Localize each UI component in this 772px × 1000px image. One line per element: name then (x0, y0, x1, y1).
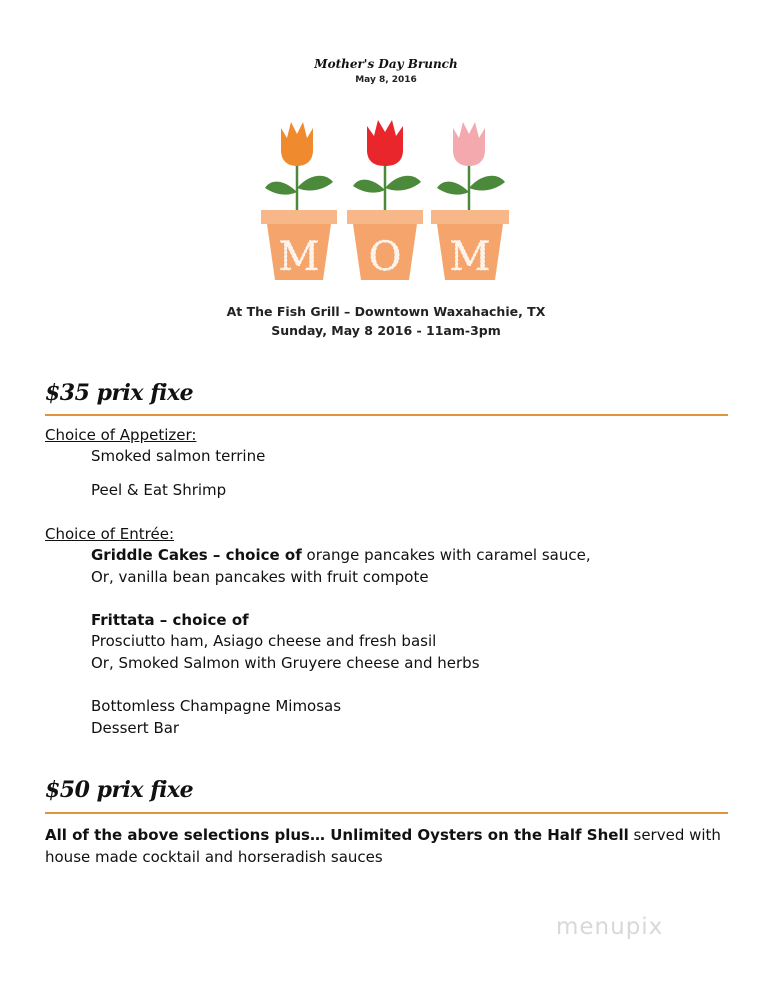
tulip-orange-icon (265, 122, 333, 210)
section-rule-1 (45, 414, 728, 416)
pot-letter-2: O (368, 234, 402, 280)
section-rule-2 (45, 812, 728, 814)
section2-description (45, 824, 735, 868)
page-date: May 8, 2016 (355, 75, 417, 85)
venue-line: At The Fish Grill – Downtown Waxahachie, TX (226, 304, 546, 319)
section-heading-50: $50 prix fixe (45, 777, 194, 803)
section2-rest: served with house made cocktail and horseradish sauces (45, 826, 721, 866)
extra-item: Bottomless Champagne Mimosas (91, 697, 342, 715)
entree-griddle-line1 (91, 546, 591, 564)
watermark-logo: menupix (556, 914, 664, 940)
entree-griddle-desc: orange pancakes with caramel sauce, (301, 546, 591, 564)
section-heading-35: $35 prix fixe (45, 380, 194, 406)
extra-item: Dessert Bar (91, 719, 180, 737)
appetizer-label: Choice of Appetizer: (45, 426, 197, 444)
entree-griddle-title: Griddle Cakes – choice of (91, 546, 302, 564)
page-title: Mother's Day Brunch (314, 57, 458, 71)
appetizer-item: Peel & Eat Shrimp (91, 481, 227, 499)
entree-frittata-line2: Or, Smoked Salmon with Gruyere cheese and herbs (91, 654, 480, 672)
entree-label: Choice of Entrée: (45, 525, 175, 543)
entree-frittata-line1: Prosciutto ham, Asiago cheese and fresh basil (91, 632, 437, 650)
entree-frittata-title: Frittata – choice of (91, 611, 249, 629)
tulip-pink-icon (437, 122, 505, 210)
tulip-red-icon (353, 120, 421, 210)
section2-bold-intro: All of the above selections plus… Unlimited Oysters on the Half Shell (45, 826, 629, 844)
pot-letter-1: M (278, 234, 320, 280)
appetizer-item: Smoked salmon terrine (91, 447, 266, 465)
entree-griddle-line2: Or, vanilla bean pancakes with fruit compote (91, 568, 429, 586)
date-time-line: Sunday, May 8 2016 - 11am-3pm (271, 323, 501, 338)
mom-tulips-graphic (255, 110, 515, 290)
pot-letter-3: M (449, 234, 491, 280)
